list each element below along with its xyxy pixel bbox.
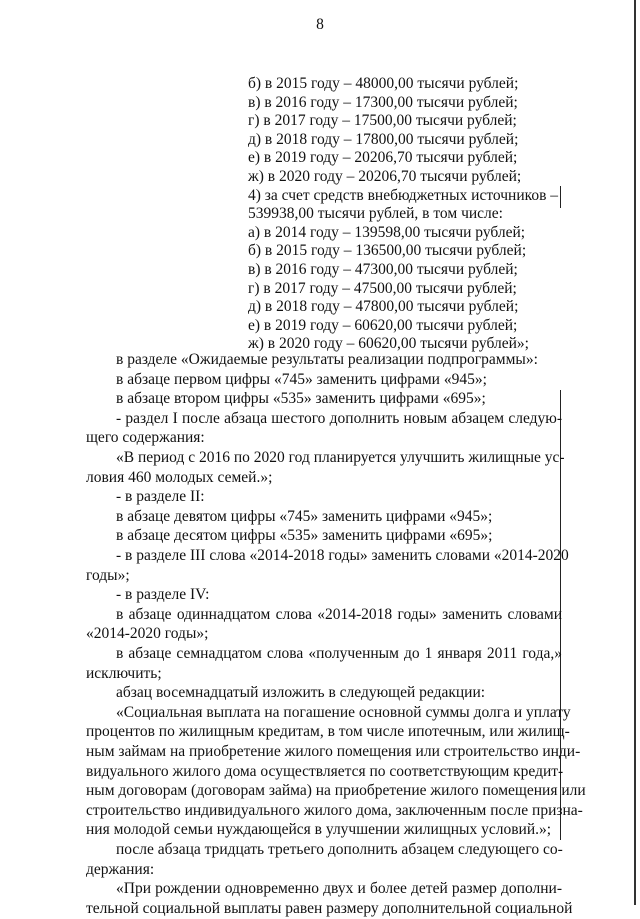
list-line: 539938,00 тысячи рублей, в том числе:: [248, 205, 503, 223]
list-line: а) в 2014 году – 139598,00 тысячи рублей;: [248, 223, 526, 241]
page-edge-line: [634, 0, 636, 905]
body-line: «2014-2020 годы»;: [86, 625, 209, 643]
list-line: ж) в 2020 году – 20206,70 тысячи рублей;: [248, 168, 522, 185]
list-line: в) в 2016 году – 47300,00 тысячи рублей;: [248, 261, 518, 278]
body-line: ным договорам (договорам займа) на приобретение жилого помещения или: [86, 782, 586, 800]
body-line: «В период с 2016 по 2020 год планируется улучшить жилищные ус-: [116, 449, 565, 466]
body-line: - в разделе IV:: [116, 586, 210, 604]
body-line: абзац восемнадцатый изложить в следующей редакции:: [116, 684, 486, 702]
list-line: ж) в 2020 году – 60620,00 тысячи рублей»;: [248, 335, 529, 353]
body-line: строительство индивидуального жилого дома, заключенным после призна-: [86, 801, 583, 819]
body-line: держания:: [86, 860, 155, 878]
body-line: «При рождении одновременно двух и более детей размер дополни-: [116, 880, 562, 898]
body-line: годы»;: [86, 566, 130, 584]
margin-mark: [560, 186, 561, 208]
body-line: исключить;: [86, 664, 162, 682]
body-line: - в разделе III слова «2014-2018 годы» заменить словами «2014-2020: [116, 547, 569, 564]
body-line: видуального жилого дома осуществляется по соответствующим кредит-: [86, 762, 564, 780]
list-line: е) в 2019 году – 60620,00 тысячи рублей;: [248, 316, 518, 334]
body-line: процентов по жилищным кредитам, в том числе ипотечным, или жилищ-: [86, 723, 570, 741]
list-line: е) в 2019 году – 20206,70 тысячи рублей;: [248, 149, 518, 167]
body-line: в абзаце втором цифры «535» заменить цифрами «695»;: [116, 390, 486, 408]
list-line: б) в 2015 году – 136500,00 тысячи рублей;: [248, 242, 527, 260]
list-line: б) в 2015 году – 48000,00 тысячи рублей;: [248, 75, 519, 92]
body-line: после абзаца тридцать третьего дополнить абзацем следующего со-: [116, 841, 563, 858]
body-line: тельной социальной выплаты равен размеру дополнительной социальной: [86, 899, 573, 917]
list-line: 4) за счет средств внебюджетных источников –: [248, 186, 559, 204]
body-line: в абзаце десятом цифры «535» заменить цифрами «695»;: [116, 527, 493, 545]
body-line: в абзаце одиннадцатом слова «2014-2018 годы» заменить словами: [116, 605, 562, 623]
list-line: д) в 2018 году – 47800,00 тысячи рублей;: [248, 298, 519, 316]
body-line: ным займам на приобретение жилого помещения или строительство инди-: [86, 743, 581, 760]
body-line: в абзаце семнадцатом слова «полученным до 1 января 2011 года,»: [116, 645, 562, 662]
body-line: «Социальная выплата на погашение основной суммы долга и уплату: [116, 703, 571, 721]
body-line: в абзаце девятом цифры «745» заменить цифрами «945»;: [116, 507, 493, 525]
list-line: г) в 2017 году – 47500,00 тысячи рублей;: [248, 279, 517, 297]
list-line: в) в 2016 году – 17300,00 тысячи рублей;: [248, 93, 518, 111]
body-line: - раздел I после абзаца шестого дополнить новым абзацем следую-: [116, 409, 562, 427]
body-line: ловия 460 молодых семей.»;: [86, 468, 273, 486]
body-line: в разделе «Ожидаемые результаты реализации подпрограммы»:: [116, 351, 538, 368]
list-line: д) в 2018 году – 17800,00 тысячи рублей;: [248, 130, 519, 148]
list-line: г) в 2017 году – 17500,00 тысячи рублей;: [248, 112, 517, 130]
body-line: - в разделе II:: [116, 488, 205, 506]
page-number: 8: [316, 16, 324, 33]
body-line: в абзаце первом цифры «745» заменить цифрами «945»;: [116, 370, 487, 388]
body-line: ния молодой семьи нуждающейся в улучшении жилищных условий.»;: [86, 821, 552, 839]
body-line: щего содержания:: [86, 429, 205, 447]
